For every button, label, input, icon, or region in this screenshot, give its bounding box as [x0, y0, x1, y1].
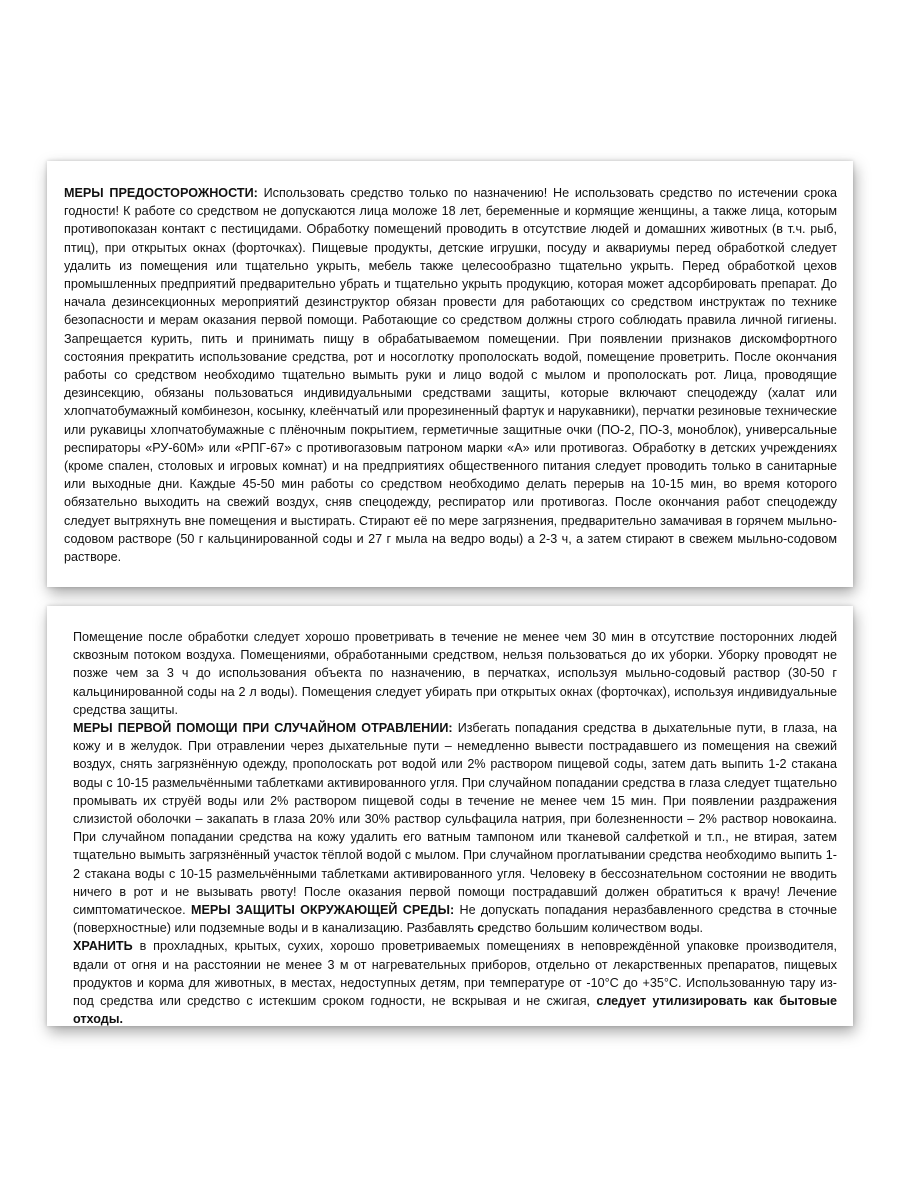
precautions-heading: МЕРЫ ПРЕДОСТОРОЖНОСТИ: [64, 186, 258, 200]
precautions-panel [47, 161, 853, 587]
storage-disposal: следует утилизировать как бытовые отходы. [73, 994, 838, 1027]
storage-paragraph [73, 937, 837, 1028]
precautions-text: Использовать средство только по назначению! Не использовать средство по истечении срока годности! К работе со средством не допускаются лица моложе 18 лет, беременные и кормящие женщины, а также лица, которым противопоказан контакт с пестицидами. Обработку помещений проводить в отсутствие людей и домашних животных (в т.ч. рыб, птиц), при открытых окнах (форточках). Пищевые продукты, детские игрушки, посуду и аквариумы перед обработкой следует удалить из помещения или тщательно укрыть, мебель также целесообразно тщательно укрыть. Перед обработкой цехов промышленных предприятий предварительно убрать и тщательно укрыть продукцию, которая может адсорбировать препарат. До начала дезинсекционных мероприятий дезинструктор обязан провести для работающих со средством инструктаж по технике безопасности и мерам оказания первой помощи. Работающие со средством должны строго соблюдать правила личной гигиены. Запрещается курить, пить и принимать пищу в обрабатываемом помещении. При появлении признаков дискомфортного состояния прекратить использование средства, рот и носоглотку прополоскать водой, помещение проветрить. После окончания работы со средством необходимо тщательно вымыть руки и лицо водой с мылом и прополоскать рот. Лица, проводящие дезинсекцию, обязаны пользоваться индивидуальными средствами защиты, которые включают спецодежду (халат или хлопчатобумажный комбинезон, косынку, клеёнчатый или прорезиненный фартук и нарукавники), перчатки резиновые технические или рукавицы хлопчатобумажные с плёночным покрытием, герметичные защитные очки (ПО-2, ПО-3, моноблок), универсальные респираторы «РУ-60М» или «РПГ-67» с противогазовым патроном марки «А» или противогаз. Обработку в детских учреждениях (кроме спален, столовых и игровых комнат) и на предприятиях общественного питания следует проводить только в санитарные или выходные дни. Каждые 45-50 мин работы со средством необходимо делать перерыв на 10-15 мин, во время которого обязательно выходить на свежий воздух, сняв спецодежду, респиратор или противогаз. После окончания работ спецодежду следует вытряхнуть вне помещения и выстирать. Стирают её по мере загрязнения, предварительно замачивая в горячем мыльно-содовом растворе (50 г кальцинированной соды и 27 г мыла на ведро воды) а 2-3 ч, а затем стирают в свежем мыльно-содовом растворе. [64, 186, 838, 565]
precautions-paragraph [64, 184, 837, 566]
ventilation-paragraph [73, 628, 837, 719]
environment-heading: МЕРЫ ЗАЩИТЫ ОКРУЖАЮЩЕЙ СРЕДЫ: [190, 903, 455, 918]
instructions-panel [47, 606, 853, 1026]
storage-text: в прохладных, крытых, сухих, хорошо проветриваемых помещениях в неповреждённой упаковке производителя, вдали от огня и на расстоянии не менее 3 м от нагревательных приборов, отдельно от лекарственных препаратов, пищевых продуктов и корма для животных, в местах, недоступных детям, при температуре от -10°С до +35°С. Использованную тару из-под средства или средство с истекшим сроком годности, не вскрывая и не сжигая, [73, 939, 838, 1009]
first-aid-paragraph [73, 719, 837, 937]
environment-text-before: Не допускать попадания неразбавленного средства в сточные (поверхностные) или подземные воды и в канализацию. Разбавлять [73, 903, 838, 936]
environment-bold-letter: с [477, 921, 485, 936]
first-aid-heading: МЕРЫ ПЕРВОЙ ПОМОЩИ ПРИ СЛУЧАЙНОМ ОТРАВЛЕНИИ: [73, 721, 453, 736]
first-aid-text: Избегать попадания средства в дыхательные пути, в глаза, на кожу и в желудок. При отравлении через дыхательные пути – немедленно вывести пострадавшего из помещения на свежий воздух, снять загрязнённую одежду, прополоскать рот водой или 2% раствором пищевой соды, затем дать выпить 1-2 стакана воды с 10-15 размельчёнными таблетками активированного угля. При случайном попадании средства в глаза следует тщательно промывать их струёй воды или 2% раствором пищевой соды в течение не менее чем 15 мин. При появлении раздражения слизистой оболочки – закапать в глаза 20% или 30% раствор сульфацила натрия, при болезненности – 2% раствор новокаина. При случайном попадании средства на кожу удалить его ватным тампоном или тканевой салфеткой и т.п., не втирая, затем тщательно вымыть загрязнённый участок тёплой водой с мылом. При случайном проглатывании средства необходимо выпить 1-2 стакана воды с 10-15 размельчёнными таблетками активированного угля. Человеку в бессознательном состоянии не вводить ничего в рот и не вызывать рвоту! После оказания первой помощи пострадавший должен обратиться к врачу! Лечение симптоматическое. [73, 721, 838, 918]
storage-heading: ХРАНИТЬ [73, 939, 133, 954]
environment-text-after: редство большим количеством воды. [484, 921, 704, 936]
ventilation-text: Помещение после обработки следует хорошо проветривать в течение не менее чем 30 мин в отсутствие посторонних людей сквозным потоком воздуха. Помещениями, обработанными средством, нельзя пользоваться до их уборки. Уборку проводят не позже чем за 3 ч до использования объекта по назначению, в перчатках, используя мыльно-содовый раствор (30-50 г кальцинированной соды на 2 л воды). Помещения следует убирать при открытых окнах (форточках), используя индивидуальные средства защиты. [73, 630, 837, 717]
